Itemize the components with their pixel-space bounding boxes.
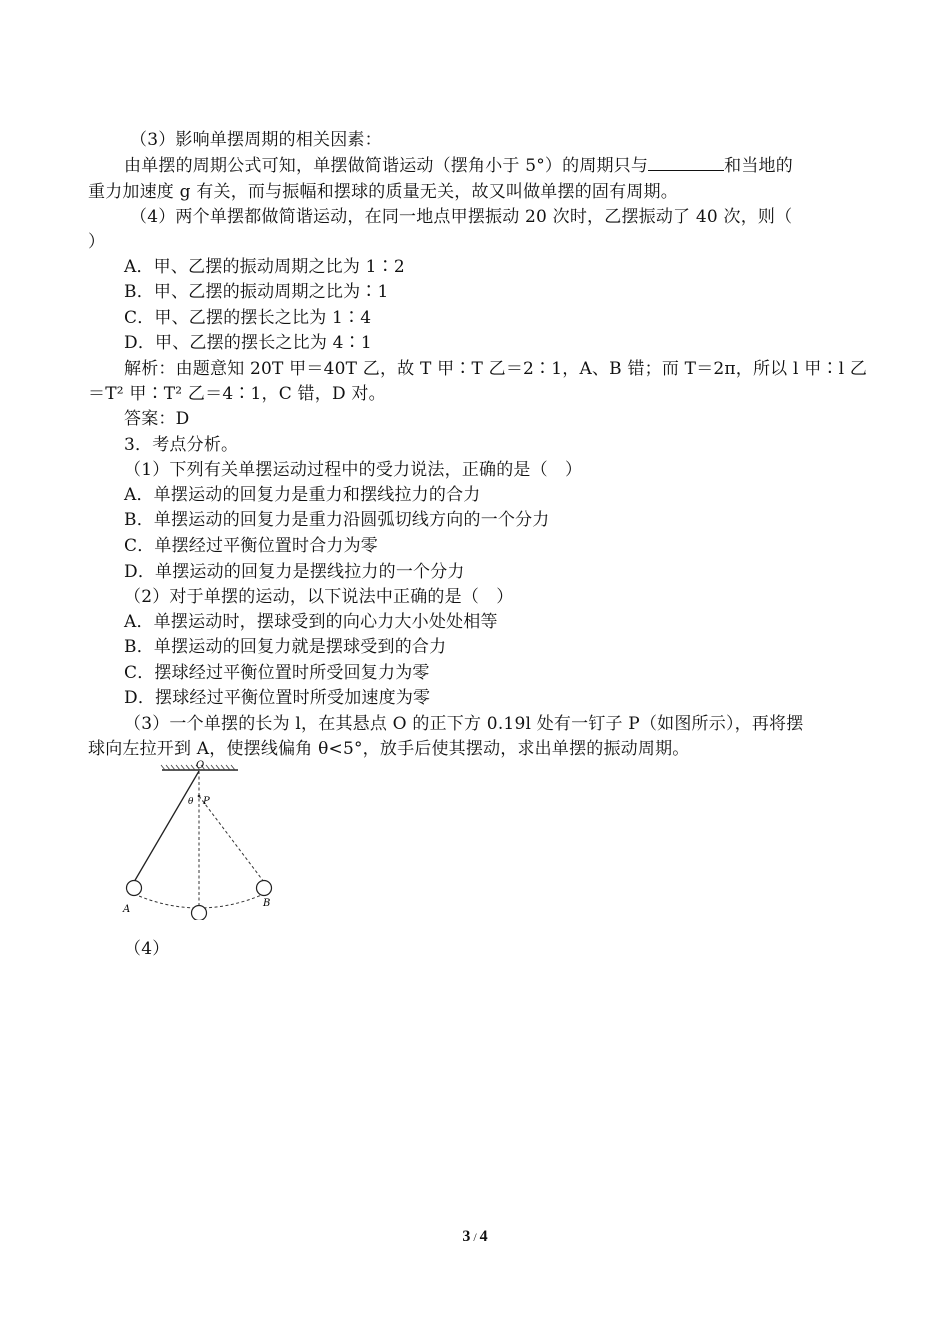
nail-p (198, 795, 201, 798)
section-title: 3．考点分析。 (124, 435, 239, 455)
option-d: D．单摆运动的回复力是摆线拉力的一个分力 (124, 562, 465, 582)
page-number (0, 1228, 950, 1246)
option-c: C．甲、乙摆的摆长之比为 1∶4 (124, 308, 372, 328)
label-p: P (203, 796, 210, 807)
option-a: A．单摆运动的回复力是重力和摆线拉力的合力 (124, 485, 481, 505)
pendulum-string-right-dashed (199, 796, 264, 882)
question-stem: （2）对于单摆的运动，以下说法中正确的是（ ） (124, 587, 514, 607)
bob-bottom (192, 906, 207, 921)
question-stem-cont: ） (88, 232, 106, 252)
label-o: O (196, 760, 205, 771)
option-d: D．甲、乙摆的摆长之比为 4∶1 (124, 333, 372, 353)
question-stem-cont: 球向左拉开到 A，使摆线偏角 θ<5°，放手后使其摆动，求出单摆的振动周期。 (88, 739, 690, 759)
option-b: B．单摆运动的回复力是重力沿圆弧切线方向的一个分力 (124, 510, 550, 530)
label-theta: θ (188, 797, 194, 807)
paragraph-line: 重力加速度 g 有关，而与振幅和摆球的质量无关，故又叫做单摆的固有周期。 (88, 182, 678, 202)
option-c: C．摆球经过平衡位置时所受回复力为零 (124, 663, 430, 683)
option-d: D．摆球经过平衡位置时所受加速度为零 (124, 688, 431, 708)
option-a: A．甲、乙摆的振动周期之比为 1∶2 (124, 257, 405, 277)
paragraph-text: 由单摆的周期公式可知，单摆做简谐运动（摆角小于 5°）的周期只与 (124, 156, 649, 176)
label-b: B (263, 898, 271, 909)
bob-a (127, 881, 142, 896)
page-current: 3 (462, 1228, 471, 1245)
paragraph-text: 和当地的 (724, 156, 793, 176)
analysis-line: ＝T² 甲∶T² 乙＝4∶1，C 错，D 对。 (88, 384, 386, 404)
question-stem: （1）下列有关单摆运动过程中的受力说法，正确的是（ ） (124, 460, 583, 480)
label-a: A (123, 904, 131, 915)
analysis-line: 解析：由题意知 20T 甲＝40T 乙，故 T 甲∶T 乙＝2∶1，A、B 错；而 T＝2π，所以 l 甲∶l 乙 (124, 359, 868, 379)
option-b: B．单摆运动的回复力就是摆球受到的合力 (124, 637, 447, 657)
question-heading: （4） (124, 939, 170, 959)
page-separator: / (473, 1230, 477, 1244)
page-total: 4 (479, 1228, 488, 1245)
question-stem: （3）一个单摆的长为 l，在其悬点 O 的正下方 0.19l 处有一钉子 P（如图所示），再将摆 (124, 714, 804, 734)
section-heading-factors: （3）影响单摆周期的相关因素： (130, 130, 382, 150)
option-b: B．甲、乙摆的振动周期之比为∶1 (124, 282, 389, 302)
paragraph-line (124, 154, 793, 178)
fill-in-blank (648, 156, 724, 171)
bob-b (257, 881, 272, 896)
option-a: A．单摆运动时，摆球受到的向心力大小处处相等 (124, 612, 498, 632)
option-c: C．单摆经过平衡位置时合力为零 (124, 536, 379, 556)
pendulum-string-left (134, 771, 199, 882)
answer-line: 答案：D (124, 409, 190, 429)
question-stem: （4）两个单摆都做简谐运动，在同一地点甲摆振动 20 次时，乙摆振动了 40 次，则（ (130, 207, 793, 227)
pendulum-figure (110, 760, 290, 920)
